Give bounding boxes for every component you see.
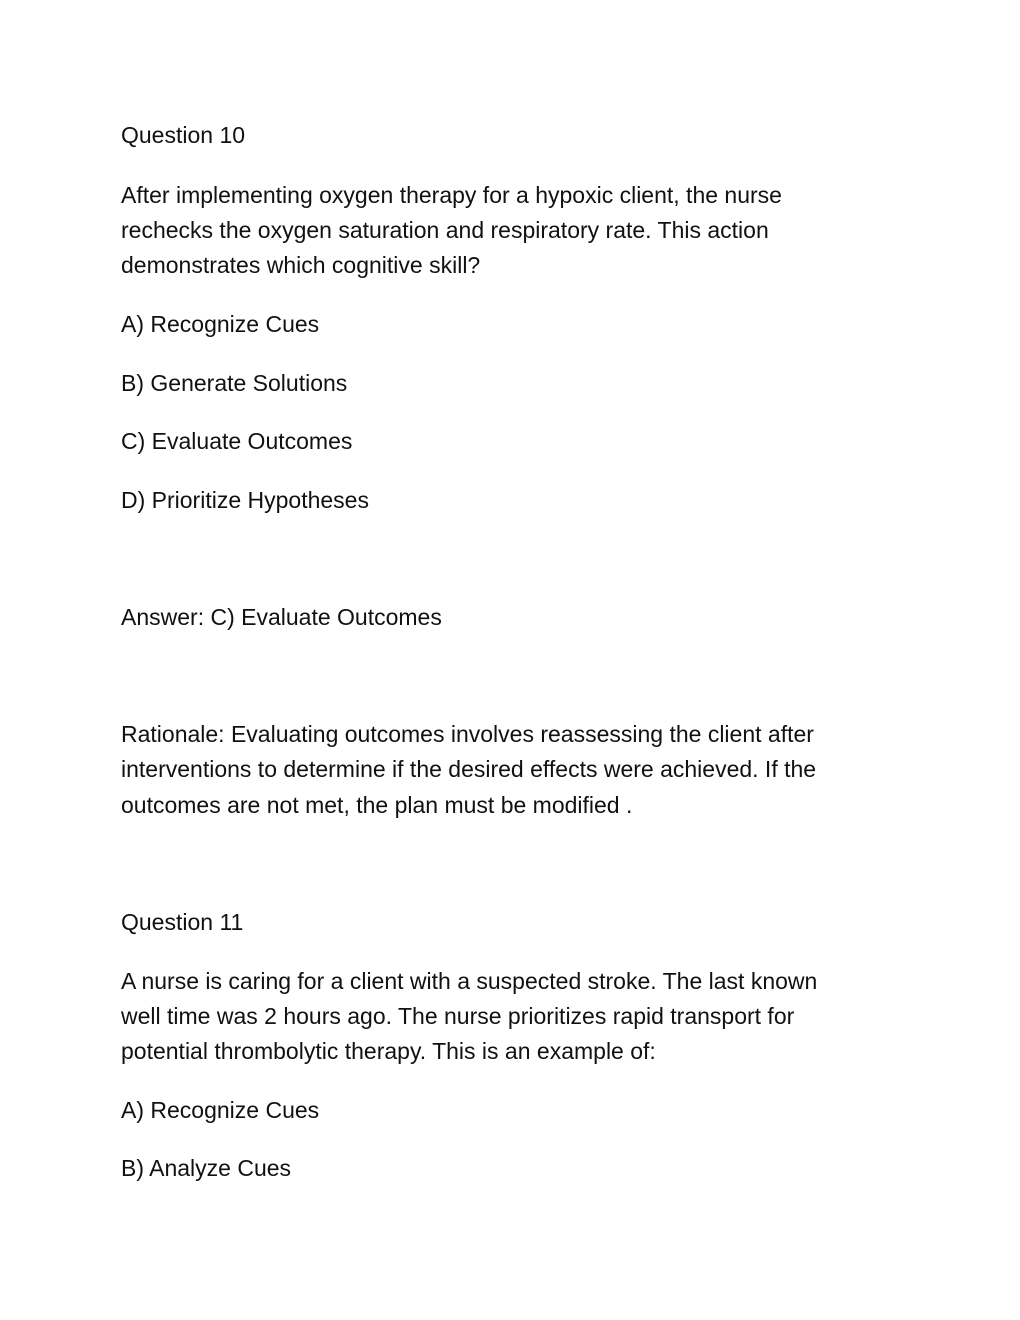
question-11-option-a: A) Recognize Cues (121, 1097, 320, 1123)
question-10-answer: Answer: C) Evaluate Outcomes (121, 604, 442, 630)
question-10-stem-line: After implementing oxygen therapy for a hypoxic client, the nurse (121, 182, 782, 208)
question-11-heading: Question 11 (121, 909, 244, 935)
question-10-stem-line: demonstrates which cognitive skill? (121, 252, 481, 278)
question-10-heading: Question 10 (121, 122, 246, 148)
question-10-option-b: B) Generate Solutions (121, 370, 348, 396)
question-10-rationale-line: outcomes are not met, the plan must be modified . (121, 792, 633, 818)
question-10-option-d: D) Prioritize Hypotheses (121, 487, 369, 513)
question-10-rationale-line: Rationale: Evaluating outcomes involves reassessing the client after (121, 721, 814, 747)
question-10-option-c: C) Evaluate Outcomes (121, 428, 353, 454)
question-11-stem-line: A nurse is caring for a client with a suspected stroke. The last known (121, 968, 818, 994)
question-11-option-b: B) Analyze Cues (121, 1155, 292, 1181)
question-10-option-a: A) Recognize Cues (121, 311, 320, 337)
question-11-stem-line: potential thrombolytic therapy. This is an example of: (121, 1038, 656, 1064)
question-10-rationale-line: interventions to determine if the desired effects were achieved. If the (121, 756, 817, 782)
question-10-stem-line: rechecks the oxygen saturation and respiratory rate. This action (121, 217, 769, 243)
question-11-stem-line: well time was 2 hours ago. The nurse prioritizes rapid transport for (121, 1003, 795, 1029)
